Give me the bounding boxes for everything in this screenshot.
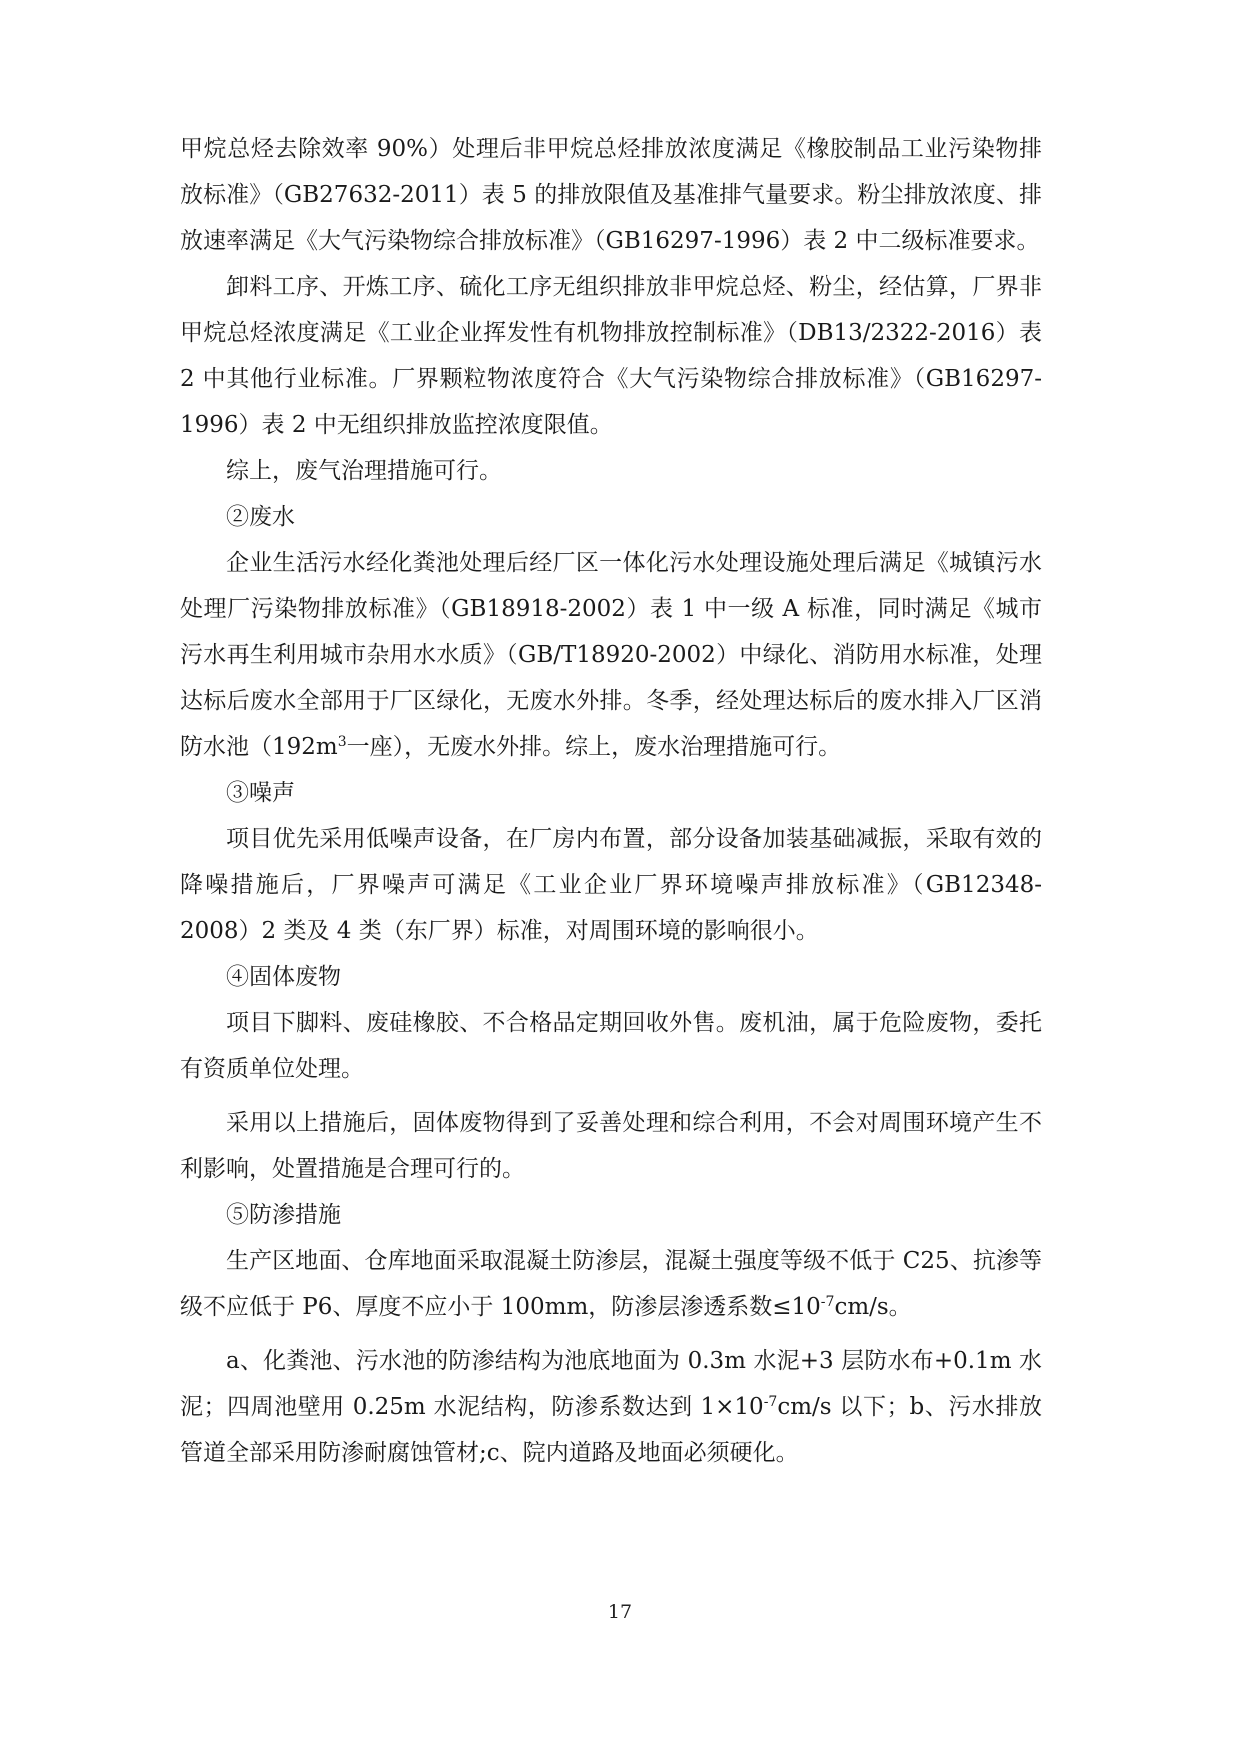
superscript-cubic: 3 <box>337 734 347 750</box>
superscript-exponent-2: -7 <box>763 1394 778 1410</box>
heading-wastewater: ②废水 <box>226 504 295 530</box>
superscript-exponent: -7 <box>820 1294 835 1310</box>
seepage-text-part2: cm/s。 <box>834 1294 912 1320</box>
paragraph-fugitive-emissions: 卸料工序、开炼工序、硫化工序无组织排放非甲烷总烃、粉尘，经估算，厂界非甲烷总烃浓度满足《工业企业挥发性有机物排放控制标准》（DB13/2322-2016）表 2 中其他行业标准。厂界颗粒物浓度符合《大气污染物综合排放标准》（GB16297-1996）表 2 中无组织排放监控浓度限值。 <box>180 274 1042 438</box>
paragraph-noise: 项目优先采用低噪声设备，在厂房内布置，部分设备加装基础减振，采取有效的降噪措施后，厂界噪声可满足《工业企业厂界环境噪声排放标准》（GB12348-2008）2 类及 4 类（东厂界）标准，对周围环境的影响很小。 <box>180 826 1042 944</box>
page-body <box>180 126 1042 1476</box>
paragraph-seepage-ground <box>180 1238 1042 1330</box>
wastewater-text-part1: 企业生活污水经化粪池处理后经厂区一体化污水处理设施处理后满足《城镇污水处理厂污染物排放标准》（GB18918-2002）表 1 中一级 A 标准，同时满足《城市污水再生利用城市杂用水水质》（GB/T18920-2002）中绿化、消防用水标准，处理达标后废水全部用于厂区绿化，无废水外排。冬季，经处理达标后的废水排入厂区消防水池（192m <box>180 550 1042 760</box>
page-number: 17 <box>607 1601 633 1623</box>
structure-text-part1: a、化粪池、污水池的防渗结构为池底地面为 0.3m 水泥+3 层防水布+0.1m 水泥；四周池壁用 0.25m 水泥结构，防渗系数达到 1×10 <box>180 1348 1042 1420</box>
heading-solid-waste: ④固体废物 <box>226 964 341 990</box>
paragraph-solid-waste: 项目下脚料、废硅橡胶、不合格品定期回收外售。废机油，属于危险废物，委托有资质单位处理。 <box>180 1010 1042 1082</box>
heading-noise: ③噪声 <box>226 780 295 806</box>
heading-seepage-prevention: ⑤防渗措施 <box>226 1202 341 1228</box>
paragraph-exhaust-conclusion: 综上，废气治理措施可行。 <box>226 458 502 484</box>
paragraph-seepage-structure <box>180 1338 1042 1476</box>
paragraph-solid-waste-conclusion: 采用以上措施后，固体废物得到了妥善处理和综合利用，不会对周围环境产生不利影响，处置措施是合理可行的。 <box>180 1110 1042 1182</box>
wastewater-text-part2: 一座），无废水外排。综上，废水治理措施可行。 <box>346 734 842 760</box>
seepage-text-part1: 生产区地面、仓库地面采取混凝土防渗层，混凝土强度等级不低于 C25、抗渗等级不应低于 P6、厚度不应小于 100mm，防渗层渗透系数≤10 <box>180 1248 1042 1320</box>
structure-text-part2: cm/s 以下；b、污水排放管道全部采用防渗耐腐蚀管材;c、院内道路及地面必须硬化。 <box>180 1394 1043 1466</box>
paragraph-wastewater <box>180 540 1042 770</box>
paragraph-exhaust-standards: 甲烷总烃去除效率 90%）处理后非甲烷总烃排放浓度满足《橡胶制品工业污染物排放标准》（GB27632-2011）表 5 的排放限值及基准排气量要求。粉尘排放浓度、排放速率满足《大气污染物综合排放标准》（GB16297-1996）表 2 中二级标准要求。 <box>180 136 1042 254</box>
